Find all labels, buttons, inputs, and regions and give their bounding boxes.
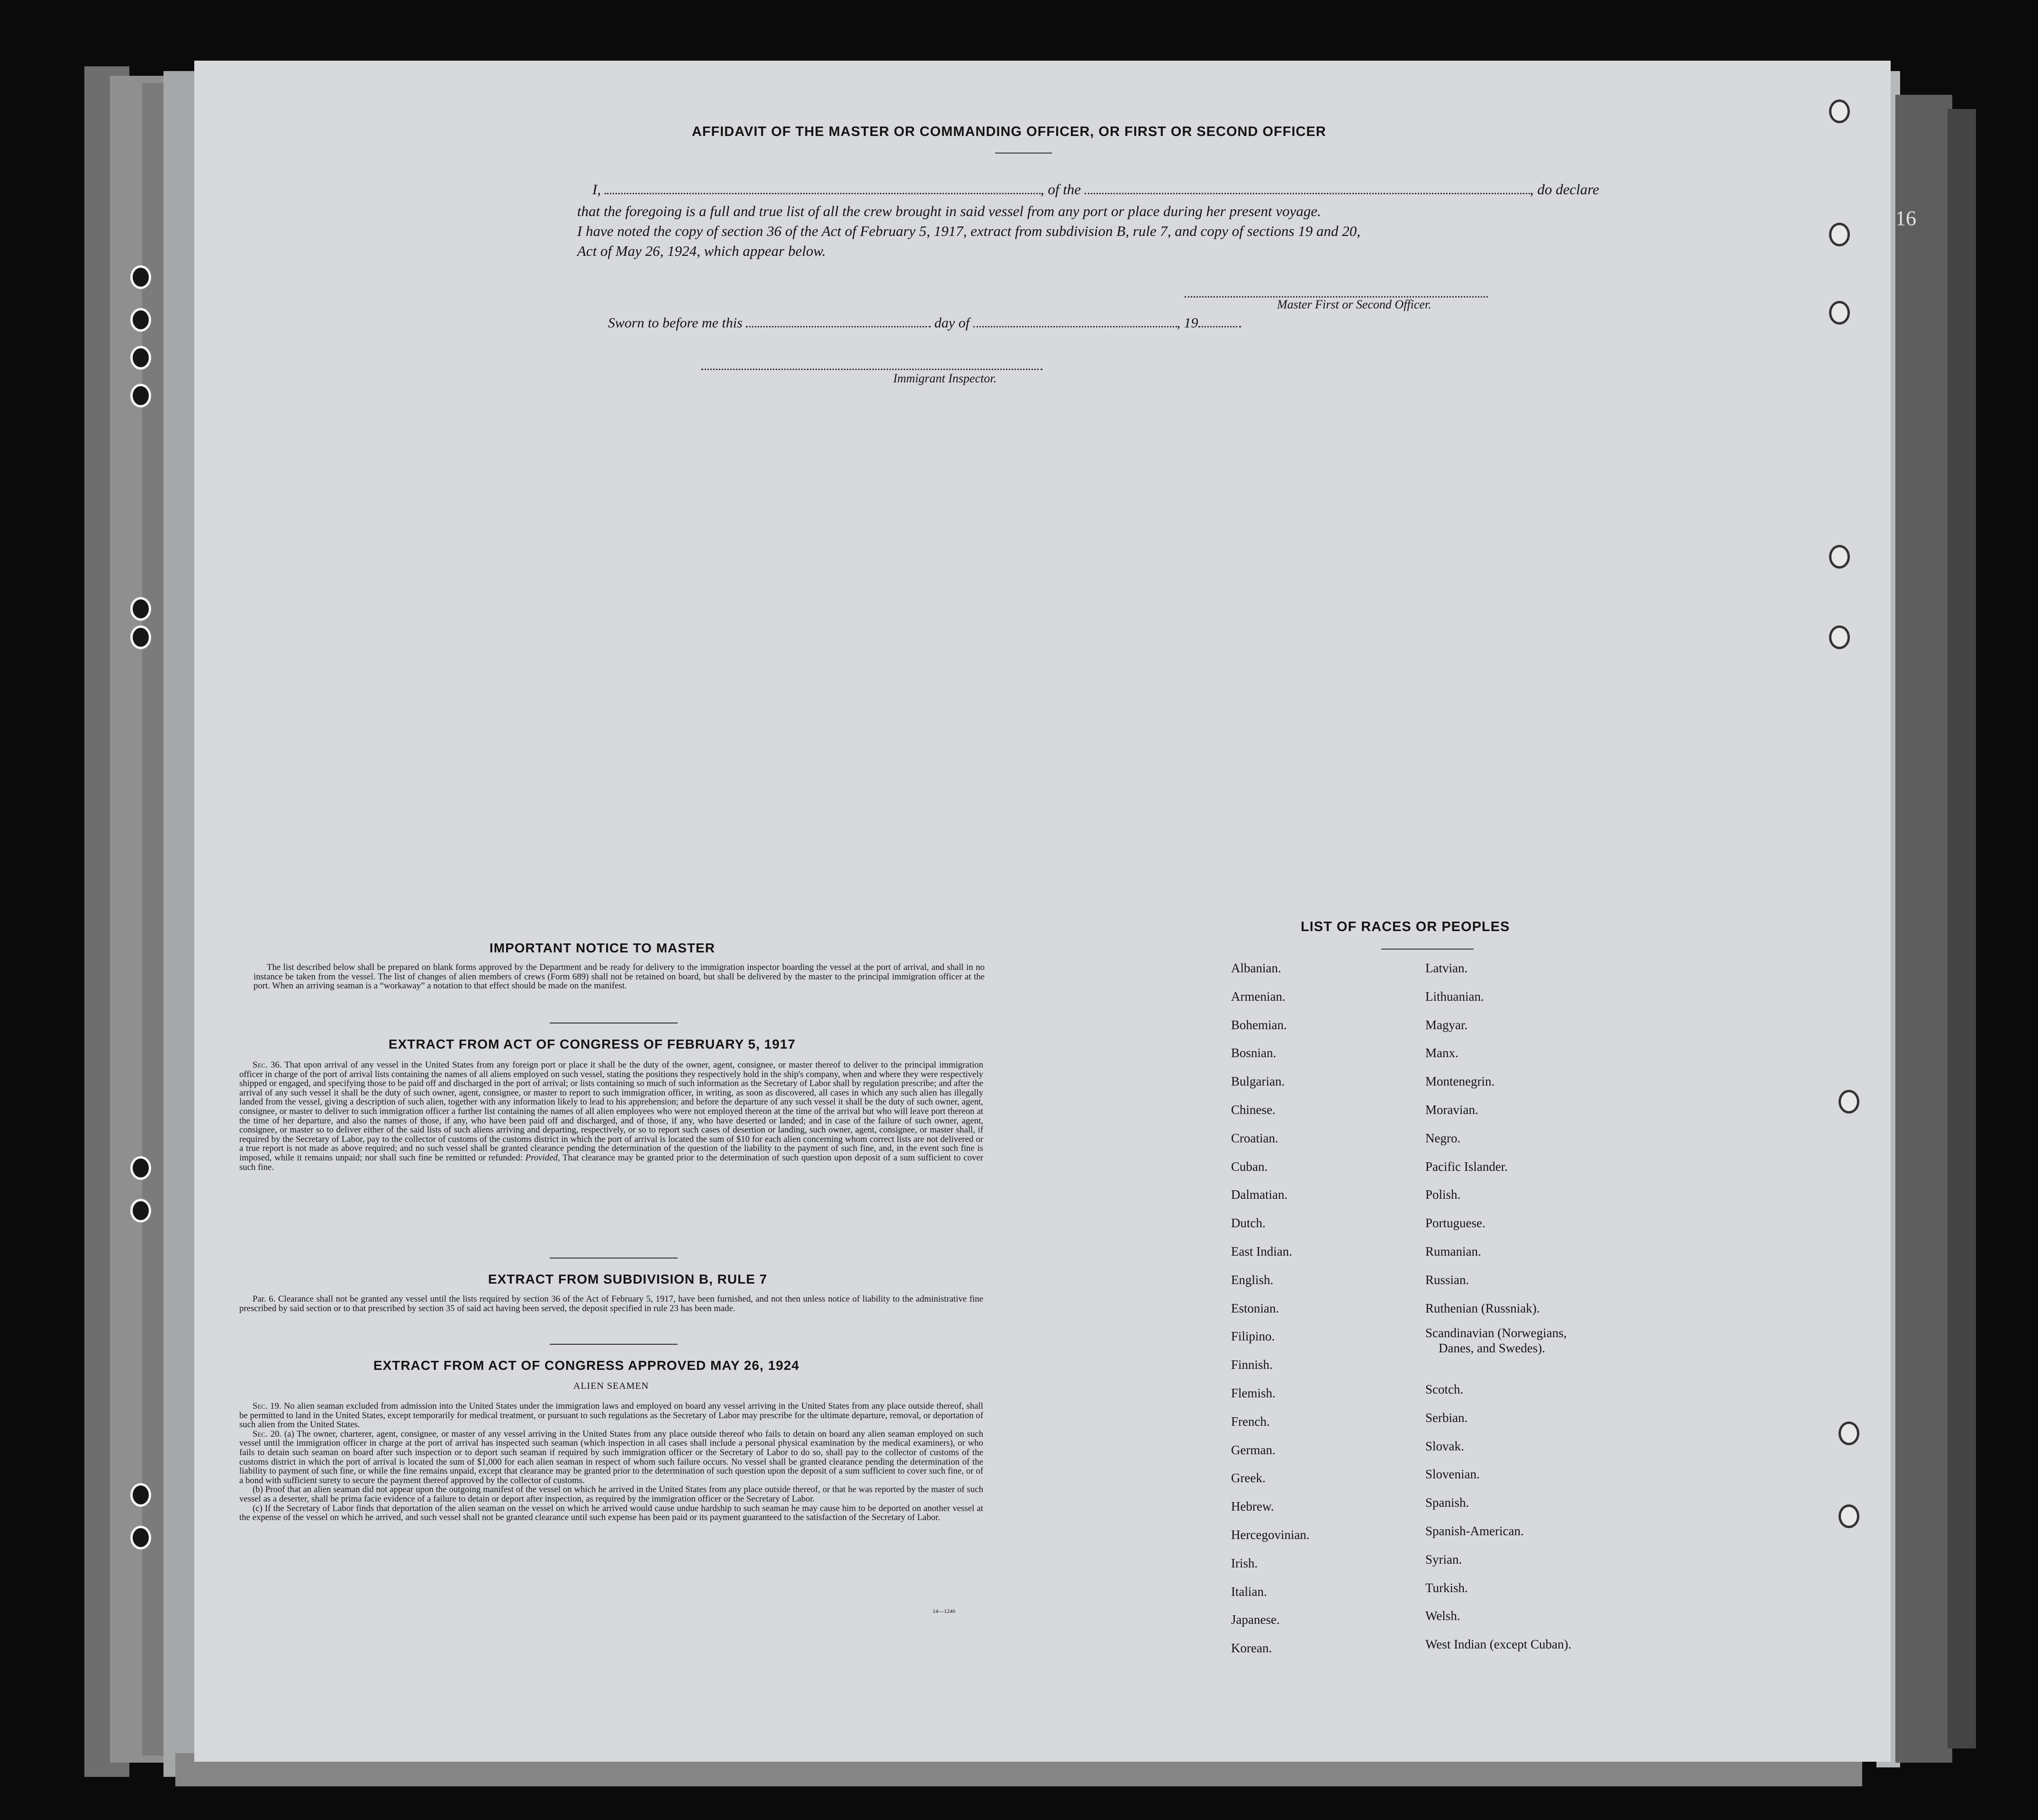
sec-19-text: No alien seaman excluded from admission into the United States under the immigration laws and employed on board any vessel arriving in the United States from any place outside thereof, shall be permitted to land in the United States, except temporarily for medical treatment, or pursuant to such regulations as the Secretary of Labor may prescribe for the ultimate departure, removal, or deportation of such alien from the United States. — [239, 1401, 983, 1430]
punch-hole-icon — [1829, 223, 1850, 246]
proviso-text: That clearance may be granted prior to the determination of such question upon deposit of a sum sufficient to cover such fine. — [239, 1152, 983, 1172]
sec-19-paragraph — [239, 1402, 983, 1430]
race-item: Portuguese. — [1425, 1216, 1485, 1231]
race-item: Spanish-American. — [1425, 1523, 1524, 1538]
race-item: Negro. — [1425, 1131, 1461, 1145]
race-item: Serbian. — [1425, 1410, 1468, 1425]
subdiv-b-text — [239, 1295, 983, 1313]
sworn-day-blank — [746, 322, 931, 327]
notice-paragraph: The list described below shall be prepared on blank forms approved by the Department and be ready for delivery to the immigration inspector boarding the vessel at the port of arrival, and shall in no instance be taken from the vessel. The list of changes of alien members of crews (Form 689) shall not be retained on board, but shall be delivered by the master to the principal immigration officer at the port. When an arriving seaman is a “workaway” a notation to that effect should be made on the manifest. — [254, 962, 985, 991]
punch-hole-icon — [1829, 301, 1850, 325]
punch-hole-icon — [1839, 1422, 1859, 1445]
punch-hole-icon — [1829, 545, 1850, 569]
race-item: Manx. — [1425, 1046, 1458, 1060]
extract-1917-title: EXTRACT FROM ACT OF CONGRESS OF FEBRUARY 5, 1917 — [389, 1037, 796, 1051]
alien-seamen-subtitle: ALIEN SEAMEN — [573, 1381, 649, 1391]
race-item: Hebrew. — [1231, 1499, 1274, 1514]
sec-20a-paragraph — [239, 1430, 983, 1485]
race-item: Magyar. — [1425, 1017, 1468, 1032]
race-item: Scandinavian (Norwegians, Danes, and Swedes). — [1425, 1325, 1571, 1382]
subdiv-b-paragraph: Par. 6. Clearance shall not be granted any vessel until the lists required by section 36 of the Act of February 5, 1917, have been furnished, and not then unless notice of liability to the administrative fine prescribed by said section or to that prescribed by section 35 of said act having been served, the deposit specified in rule 23 has been made. — [239, 1294, 983, 1313]
affidavit-title-rule — [995, 153, 1052, 154]
page-number: 16 — [1895, 207, 1916, 230]
sec-20c-paragraph: (c) If the Secretary of Labor finds that deportation of the alien seaman on the vessel on which he arrived would cause undue hardship to such seaman he may cause him to be deported on another vessel at the expense of the vessel on which he arrived, and such vessel shall not be granted clearance until such expense has been paid or its payment guaranteed to the satisfaction of the Secretary of Labor. — [239, 1503, 983, 1523]
race-item: Lithuanian. — [1425, 989, 1484, 1004]
subdiv-b-rule — [550, 1344, 678, 1345]
race-item: Hercegovinian. — [1231, 1527, 1310, 1542]
race-item: Syrian. — [1425, 1552, 1462, 1566]
binder-hole-icon — [130, 1156, 151, 1180]
sec-36-text: That upon arrival of any vessel in the United States from any foreign port or place it shall be the duty of the owner, agent, consignee, or master thereof to deliver to the principal immigration officer in charge of the port of arrival lists containing the names of all aliens employed on such vessel, stating the positions they respectively hold in the ship's company, when and where they were respectively shipped or engaged, and specifying those to be paid off and discharged in the port of arrival; or lists containing so much of such information as the Secretary of Labor shall by regulation prescribe; and after the arrival of any such vessel it shall be the duty of such owner, agent, consignee, or master to report to such immigration officer, in writing, as soon as discovered, all cases in which any such alien has illegally landed from the vessel, giving a description of such alien, together with any information likely to lead to his apprehension; and before the departure of any such vessel it shall be the duty of such owner, agent, consignee, or master to deliver to such immigration officer a further list containing the names of all alien employees who were not employed thereon at the time of the arrival but who will leave port thereon at the time of her departure, and also the names of those, if any, who have been paid off and discharged, and of those, if any, who have deserted or landed; and in case of the failure of such owner, agent, consignee, or master so to deliver either of the said lists of such aliens arriving and departing, respectively, or so to report such cases of desertion or landing, such owner, agent, consignee, or master shall, if required by the Secretary of Labor, pay to the collector of customs of the customs district in which the port of arrival is located the sum of $10 for each alien concerning whom correct lists are not delivered or a true report is not made as above required; and no such vessel shall be granted clearance pending the determination of the question of the liability to the payment of such fine, and, in the event such fine is imposed, while it remains unpaid; nor shall such fine be remitted or refunded: — [239, 1060, 983, 1163]
punch-hole-icon — [1829, 100, 1850, 123]
affidavit-declare: , do declare — [1530, 181, 1599, 198]
race-item: Moravian. — [1425, 1102, 1478, 1117]
race-item: Japanese. — [1231, 1612, 1280, 1627]
race-item: Rumanian. — [1425, 1244, 1481, 1259]
extract-1917-rule — [550, 1258, 678, 1259]
race-item: German. — [1231, 1442, 1276, 1457]
race-item: Albanian. — [1231, 961, 1281, 975]
races-rule — [1381, 949, 1474, 950]
sworn-month-blank — [973, 322, 1177, 327]
notice-title: IMPORTANT NOTICE TO MASTER — [489, 941, 716, 955]
extract-1924-title: EXTRACT FROM ACT OF CONGRESS APPROVED MAY 26, 1924 — [373, 1358, 799, 1373]
affidavit-line-2: that the foregoing is a full and true list of all the crew brought in said vessel from any port or place during her present voyage. — [577, 203, 1321, 219]
binder-hole-icon — [130, 1526, 151, 1549]
punch-hole-icon — [1829, 625, 1850, 649]
race-item: Dalmatian. — [1231, 1187, 1288, 1202]
extract-1917-paragraph — [239, 1060, 983, 1172]
subdiv-b-title: EXTRACT FROM SUBDIVISION B, RULE 7 — [488, 1272, 768, 1286]
punch-hole-icon — [1839, 1504, 1859, 1528]
form-number: 14—1240 — [933, 1608, 955, 1614]
notice-text — [254, 963, 985, 991]
race-item: Armenian. — [1231, 989, 1286, 1004]
race-item: Filipino. — [1231, 1329, 1275, 1344]
sec-20a-text: (a) The owner, charterer, agent, consignee, or master of any vessel arriving in the United States from any place outside thereof who fails to detain on board any alien seaman employed on such vessel until the immigration officer in charge at the port of arrival has inspected such seaman (which inspection in all cases shall include a personal physical examination by the medical examiners), or who fails to detain such seaman on board after such inspection or to deport such seaman if required by such immigration officer or the Secretary of Labor to do so, shall pay to the collector of customs of the customs district in which the port of arrival is located the sum of $1,000 for each alien seaman in respect of whom such failure occurs. No vessel shall be granted clearance pending the determination of the liability to payment of such fine, or while the fine remains unpaid, except that clearance may be granted prior to the determination of such question upon the deposit of a sum sufficient to cover such fine, or of a bond with sufficient surety to secure the payment thereof approved by the collector of customs. — [239, 1429, 983, 1485]
race-item: Spanish. — [1425, 1495, 1469, 1510]
race-item: Cuban. — [1231, 1159, 1268, 1174]
race-item: Finnish. — [1231, 1358, 1273, 1372]
sworn-day-of: day of — [934, 315, 970, 331]
race-item: Scotch. — [1425, 1382, 1464, 1396]
race-item: Chinese. — [1231, 1102, 1276, 1117]
affidavit-line-1 — [592, 181, 1599, 198]
race-item: Montenegrin. — [1425, 1074, 1495, 1089]
race-item: Korean. — [1231, 1641, 1272, 1656]
sworn-year: , 19 — [1177, 315, 1198, 331]
sec-19-label: Sec. 19. — [253, 1401, 281, 1411]
affidavit-of-the: , of the — [1040, 181, 1081, 198]
race-item: Estonian. — [1231, 1301, 1279, 1315]
race-item: Bulgarian. — [1231, 1074, 1285, 1089]
affidavit-i: I, — [592, 181, 601, 198]
race-item: Italian. — [1231, 1584, 1267, 1599]
affidavit-line-3: I have noted the copy of section 36 of the Act of February 5, 1917, extract from subdivision B, rule 7, and copy of sections 19 and 20, — [577, 223, 1361, 239]
binder-hole-icon — [130, 308, 151, 332]
binder-hole-icon — [130, 346, 151, 370]
race-item: Welsh. — [1425, 1609, 1460, 1623]
race-item: Ruthenian (Russniak). — [1425, 1301, 1540, 1315]
binder-hole-icon — [130, 597, 151, 621]
race-item: French. — [1231, 1414, 1270, 1429]
race-item: Latvian. — [1425, 961, 1468, 975]
sec-20-label: Sec. 20. — [253, 1429, 282, 1439]
race-item-continuation: Danes, and Swedes). — [1439, 1341, 1545, 1356]
race-item: Dutch. — [1231, 1216, 1266, 1231]
affidavit-line-4: Act of May 26, 1924, which appear below. — [577, 243, 826, 259]
name-blank — [605, 189, 1041, 194]
race-item: Turkish. — [1425, 1580, 1468, 1595]
race-item: Croatian. — [1231, 1131, 1278, 1145]
sec-36-label: Sec. 36. — [253, 1060, 282, 1070]
races-column-2 — [1425, 961, 1571, 1666]
binder-hole-icon — [130, 1199, 151, 1222]
race-item: Irish. — [1231, 1556, 1258, 1570]
race-item: Polish. — [1425, 1187, 1461, 1202]
binder-hole-icon — [130, 1483, 151, 1507]
punch-hole-icon — [1839, 1090, 1859, 1114]
race-item: Flemish. — [1231, 1385, 1276, 1400]
proviso-word: Provided, — [525, 1152, 560, 1163]
inspector-label: Immigrant Inspector. — [893, 371, 997, 385]
binder-hole-icon — [130, 265, 151, 289]
race-item: Bohemian. — [1231, 1017, 1287, 1032]
race-item: Greek. — [1231, 1471, 1266, 1485]
affidavit-title: AFFIDAVIT OF THE MASTER OR COMMANDING OFFICER, OR FIRST OR SECOND OFFICER — [692, 124, 1326, 139]
race-item: Pacific Islander. — [1425, 1159, 1508, 1174]
inspector-signature-line — [701, 369, 1042, 370]
race-item: East Indian. — [1231, 1244, 1292, 1259]
sec-20b-paragraph: (b) Proof that an alien seaman did not appear upon the outgoing manifest of the vessel on which he arrived in the United States from any place outside thereof, or that he was reported by the master of such vessel as a deserter, shall be prima facie evidence of a failure to detain or deport after inspection, as required by the immigration officer or the Secretary of Labor. — [239, 1485, 983, 1504]
extract-1924-text — [239, 1402, 983, 1522]
sworn-line — [608, 315, 1241, 331]
extract-1917-text — [239, 1060, 983, 1172]
race-item: Slovenian. — [1425, 1467, 1480, 1482]
race-item: West Indian (except Cuban). — [1425, 1637, 1572, 1652]
sworn-prefix: Sworn to before me this — [608, 315, 743, 331]
binder-hole-icon — [130, 384, 151, 407]
race-item: Bosnian. — [1231, 1046, 1277, 1060]
race-item: Slovak. — [1425, 1439, 1464, 1453]
races-title: LIST OF RACES OR PEOPLES — [1301, 919, 1510, 934]
binder-hole-icon — [130, 625, 151, 649]
sworn-year-blank — [1198, 322, 1241, 327]
vessel-blank — [1085, 189, 1530, 194]
races-column-1 — [1231, 961, 1310, 1669]
race-item: Russian. — [1425, 1272, 1469, 1287]
master-signature-label: Master First or Second Officer. — [1277, 298, 1431, 311]
race-item: English. — [1231, 1272, 1274, 1287]
